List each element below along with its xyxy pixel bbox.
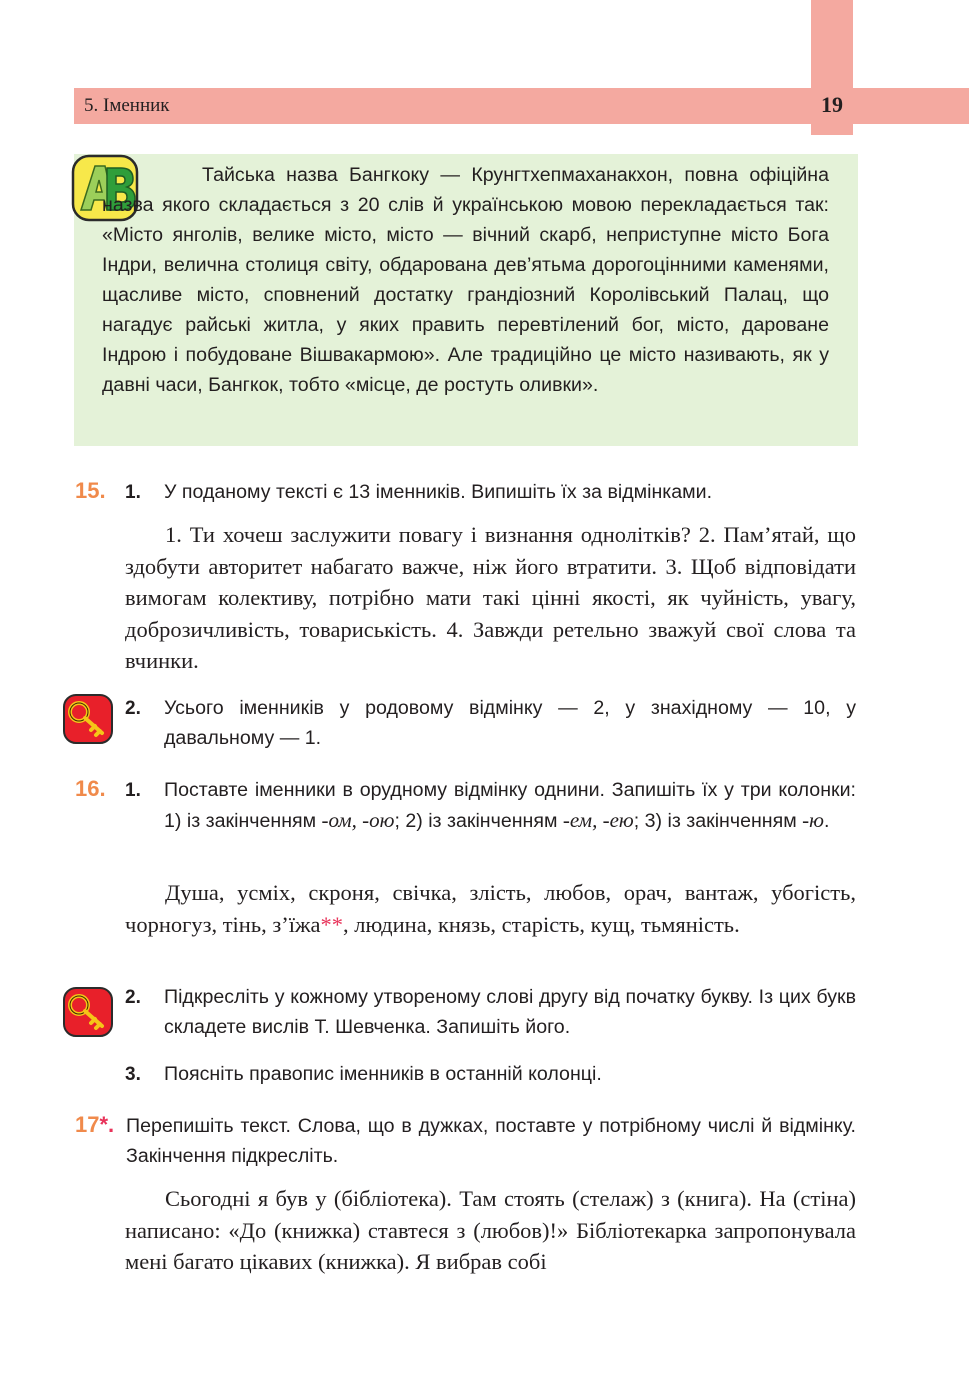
exercise-16-task-3-text: Поясніть правопис іменників в останній колонці. xyxy=(164,1063,602,1085)
exercise-17-number: 17*. xyxy=(75,1112,115,1137)
exercise-17-passage: Сьогодні я був у (бібліотека). Там стоять (стелаж) з (книга). На (стіна) написано: «До (книжка) ставтеся з (любов)!» Бібліотекарка запропонувала мені багато цікавих (книжка). Я вибрав собі xyxy=(125,1186,856,1274)
exercise-16-task-3-number: 3. xyxy=(125,1064,141,1085)
exercise-15-task-2-number: 2. xyxy=(125,698,141,719)
ending-em-eyu: -ем, -ею xyxy=(562,808,634,832)
ending-om-oyu: -ом, -ою xyxy=(321,808,395,832)
exercise-16-word-list: Душа, усміх, скроня, свічка, злість, любов, орач, вантаж, убогість, чорногуз, тінь, з’їжа**, людина, князь, старість, кущ, тьмяність. xyxy=(125,880,856,937)
key-icon xyxy=(62,693,114,745)
exercise-15-task-1-text: У поданому тексті є 13 іменників. Випишіть їх за відмінками. xyxy=(164,481,713,503)
exercise-16-task-2-number: 2. xyxy=(125,987,141,1008)
ending-yu: -ю xyxy=(802,808,824,832)
exercise-15-number: 15. xyxy=(75,478,106,503)
info-text: Тайська назва Бангкоку — Крунгтхепмаханакхон, повна офіційна назва якого складається з 20 слів й українською мовою перекладається так: «Місто янголів, велике місто, місто — вічний скарб, неприступне місто Бога Індри, велична столиця світу, обдарована дев’ятьма дорогоцінними каменями, щасливе місто, сповнений достатку грандіозний Королівський Палац, що нагадує райські житла, у яких править перевтілений бог, місто, дароване Індрою і побудоване Вішвакармою». Але традиційно це місто називають, як у давні часи, Бангкок, тобто «місце, де ростуть оливки». xyxy=(102,164,829,396)
exercise-15-task-2-text: Усього іменників у родовому відмінку — 2, у знахідному — 10, у давальному — 1. xyxy=(164,697,856,749)
exercise-16-task-1-number: 1. xyxy=(125,780,141,801)
footnote-mark: ** xyxy=(320,911,344,937)
exercise-15-task-1-number: 1. xyxy=(125,482,141,503)
exercise-17-task-text: Перепишіть текст. Слова, що в дужках, поставте у потрібному числі й відмінку. Закінчення підкресліть. xyxy=(126,1115,856,1167)
key-icon xyxy=(62,986,114,1038)
exercise-16-task-2-text: Підкресліть у кожному утвореному слові другу від початку букву. Із цих букв складете вислів Т. Шевченка. Запишіть його. xyxy=(164,986,856,1038)
exercise-16-number: 16. xyxy=(75,776,106,801)
difficulty-star: *. xyxy=(99,1112,115,1137)
exercise-16-task-1-text: Поставте іменники в орудному відмінку однини. Запишіть їх у три колонки: 1) із закінченням -ом, -ою; 2) із закінченням -ем, -ею; 3) із закінченням -ю. xyxy=(164,779,856,832)
section-title: 5. Іменник xyxy=(84,95,170,116)
page-number: 19 xyxy=(821,92,843,117)
exercise-15-passage: 1. Ти хочеш заслужити повагу і визнання однолітків? 2. Пам’ятай, що здобути авторитет набагато важче, ніж його втратити. 3. Щоб відповідати вимогам колективу, потрібно мати такі цінні якості, як чуйність, увагу, доброзичливість, товариськість. 4. Завжди ретельно зважуй свої слова та вчинки. xyxy=(125,522,856,673)
